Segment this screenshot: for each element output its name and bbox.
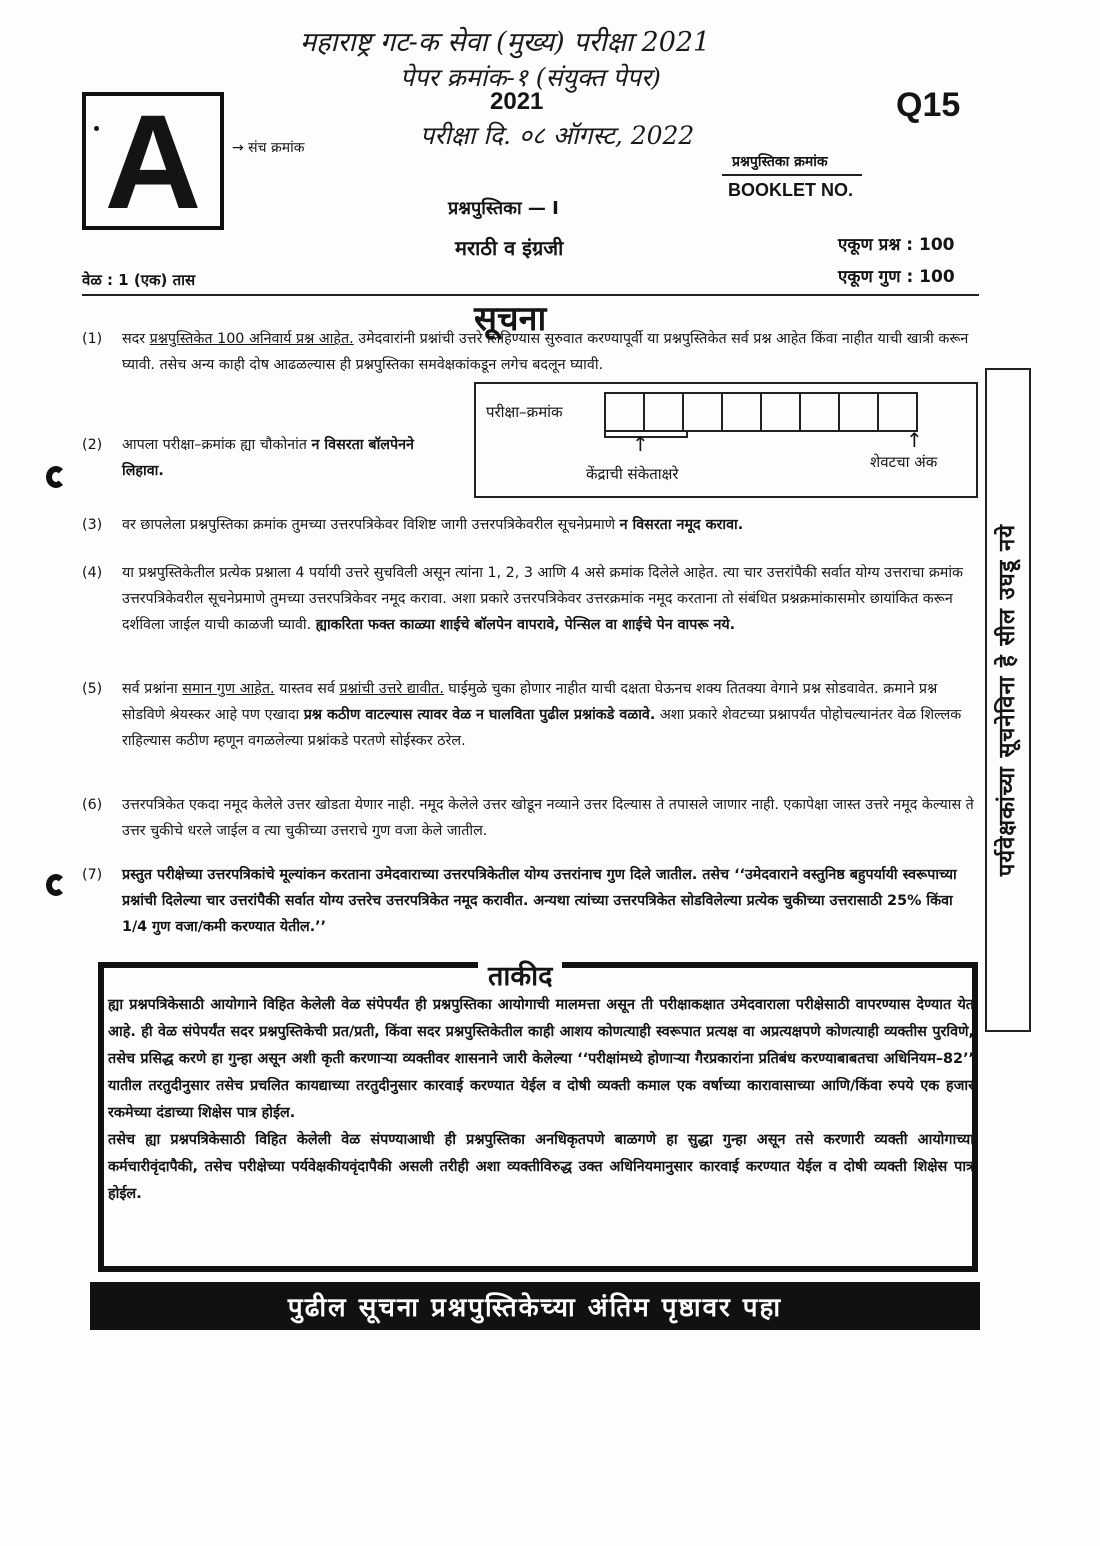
text-fragment: सदर <box>122 331 150 347</box>
booklet-number-label-marathi: प्रश्नपुस्तिका क्रमांक <box>732 154 828 170</box>
underlined-text: प्रश्नपुस्तिकेत 100 अनिवार्य प्रश्न आहेत. <box>149 331 354 347</box>
set-letter: A <box>104 88 202 237</box>
instruction-number: (4) <box>82 565 103 581</box>
roll-cell[interactable] <box>721 392 762 432</box>
roll-cell[interactable] <box>799 392 840 432</box>
punch-hole-icon <box>46 874 66 896</box>
set-number-label: → संच क्रमांक <box>232 140 305 156</box>
roll-number-cells <box>604 392 916 432</box>
instruction-text <box>122 512 982 538</box>
handwritten-paper-number: पेपर क्रमांक-१ (संयुक्त पेपर) <box>400 63 661 92</box>
exam-duration: वेळ : 1 (एक) तास <box>82 271 196 289</box>
instruction-number: (2) <box>82 437 103 453</box>
roll-number-label: परीक्षा–क्रमांक <box>486 403 563 421</box>
underlined-text: प्रश्नांची उत्तरे द्यावीत. <box>339 681 444 697</box>
exam-year: 2021 <box>490 88 544 115</box>
handwritten-exam-name: महाराष्ट्र गट-क सेवा (मुख्य) परीक्षा 2021 <box>300 27 711 58</box>
arrow-up-icon: ↑ <box>906 428 923 452</box>
last-digit-label: शेवटचा अंक <box>870 453 938 471</box>
warning-paragraph-1: ह्या प्रश्नपत्रिकेसाठी आयोगाने विहित केलेली वेळ संपेपर्यंत ही प्रश्नपुस्तिका आयोगाची मालमत्ता असून ती परीक्षाकक्षात उमेदवाराला परीक्षेसाठी वापरण्यास देण्यात येत आहे. ही वेळ संपेपर्यंत सदर प्रश्नपुस्तिकेची प्रत/प्रती, किंवा सदर प्रश्नपुस्तिकेतील काही आशय कोणत्याही स्वरूपात प्रत्यक्ष वा अप्रत्यक्षपणे कोणत्याही व्यक्तीस पुरविणे, तसेच प्रसिद्ध करणे हा गुन्हा असून अशी कृती करणाऱ्या व्यक्तीवर शासनाने जारी केलेल्या ‘‘परीक्षांमध्ये होणाऱ्या गैरप्रकारांना प्रतिबंध करण्याबाबतचा अधिनियम–82’’ यातील तरतुदीनुसार तसेच प्रचलित कायद्याच्या तरतुदीनुसार कारवाई करण्यात येईल व दोषी व्यक्ती कमाल एक वर्षाच्या कारावासाच्या आणि/किंवा रुपये एक हजार रकमेच्या दंडाच्या शिक्षेस पात्र होईल. <box>108 997 974 1121</box>
arrow-up-icon: ↑ <box>632 432 649 456</box>
total-marks: एकूण गुण : 100 <box>838 267 955 287</box>
roll-cell[interactable] <box>643 392 684 432</box>
booklet-number-label-english: BOOKLET NO. <box>728 180 853 200</box>
set-letter-box <box>82 88 224 237</box>
punch-hole-icon <box>46 466 66 488</box>
warning-title: ताकीद <box>478 956 562 993</box>
text-fragment: सर्व प्रश्नांना <box>122 681 183 697</box>
center-code-label: केंद्राची संकेताक्षरे <box>586 465 679 483</box>
instruction-text <box>122 560 982 638</box>
roll-cell[interactable] <box>877 392 918 432</box>
seal-warning-strip <box>985 368 1031 1032</box>
instruction-number: (7) <box>82 867 103 883</box>
instruction-text <box>122 326 982 378</box>
text-fragment: वर छापलेला प्रश्नपुस्तिका क्रमांक तुमच्या उत्तरपत्रिकेवर विशिष्ट जागी उत्तरपत्रिकेवरील सूचनेप्रमाणे <box>122 517 620 533</box>
instruction-text: उत्तरपत्रिकेत एकदा नमूद केलेले उत्तर खोडता येणार नाही. नमूद केलेले उत्तर खोडून नव्याने उत्तर दिल्यास ते तपासले जाणार नाही. एकापेक्षा जास्त उत्तरे नमूद केल्यास ते उत्तर चुकीचे धरले जाईल व त्या चुकीच्या उत्तराचे गुण वजा केले जातील. <box>122 797 974 839</box>
text-fragment: यास्तव सर्व <box>274 681 340 697</box>
text-fragment: उमेदवारांनी प्रश्नांची उत्तरे लिहिण्यास सुरुवात करण्यापूर्वी या प्रश्नपुस्तिकेत सर्व प्रश्न आहेत किंवा नाहीत याची खात्री करून घ्यावी. तसेच अन्य काही दोष आढळल्यास ही प्रश्नपुस्तिका समवेक्षकांकडून लगेच बदलून घ्यावी. <box>122 331 969 373</box>
question-code: Q15 <box>896 86 961 124</box>
seal-warning-text: पर्यवेक्षकांच्या सूचनेविना हे सील उघडू नये <box>995 523 1020 877</box>
instruction-text <box>122 432 422 484</box>
footer-banner: पुढील सूचना प्रश्नपुस्तिकेच्या अंतिम पृष्ठावर पहा <box>90 1282 980 1330</box>
instruction-text: प्रस्तुत परीक्षेच्या उत्तरपत्रिकांचे मूल्यांकन करताना उमेदवाराच्या उत्तरपत्रिकेतील योग्य उत्तरांनाच गुण दिले जातील. तसेच ‘‘उमेदवाराने वस्तुनिष्ठ बहुपर्यायी स्वरूपाच्या प्रश्नांची दिलेल्या चार उत्तरांपैकी सर्वात योग्य उत्तरेच उत्तरपत्रिकेत नमूद करावीत. अन्यथा त्यांच्या उत्तरपत्रिकेत सोडविलेल्या प्रत्येक चुकीच्या उत्तरासाठी 25% किंवा 1/4 गुण वजा/कमी करण्यात येतील.’’ <box>122 867 957 935</box>
warning-paragraph-2: तसेच ह्या प्रश्नपत्रिकेसाठी विहित केलेली वेळ संपण्याआधी ही प्रश्नपुस्तिका अनधिकृतपणे बाळगणे हा सुद्धा गुन्हा असून तसे करणारी व्यक्ती आयोगाच्या कर्मचारीवृंदापैकी, तसेच परीक्षेच्या पर्यवेक्षकीयवृंदापैकी असली तरीही अशा व्यक्तीविरुद्ध उक्त अधिनियमानुसार कारवाई करण्यात येईल व दोषी व्यक्ती शिक्षेस पात्र होईल. <box>108 1132 974 1202</box>
instruction-number: (5) <box>82 681 103 697</box>
bold-text: न विसरता बॉलपेनने लिहावा. <box>122 437 414 479</box>
roll-cell[interactable] <box>760 392 801 432</box>
roll-cell[interactable] <box>604 392 645 432</box>
notice-title: सूचना <box>474 299 547 339</box>
bold-text: ह्याकरिता फक्त काळ्या शाईचे बॉलपेन वापरावे, पेन्सिल वा शाईचे पेन वापरू नये. <box>315 617 736 633</box>
roll-number-box <box>474 382 978 498</box>
roll-cell[interactable] <box>682 392 723 432</box>
warning-box <box>98 962 978 1272</box>
instruction-number: (6) <box>82 797 103 813</box>
text-fragment: अशा प्रकारे शेवटच्या प्रश्नापर्यंत पोहोचल्यानंतर वेळ शिल्लक राहिल्यास कठीण म्हणून वगळलेल्या प्रश्नांकडे परतणे सोईस्कर ठरेल. <box>122 707 962 749</box>
roll-cell[interactable] <box>838 392 879 432</box>
subject-title: मराठी व इंग्रजी <box>455 236 564 260</box>
dot-mark <box>94 126 99 131</box>
booklet-label-underline <box>722 174 862 176</box>
text-fragment: या प्रश्नपुस्तिकेतील प्रत्येक प्रश्नाला 4 पर्यायी उत्तरे सुचविली असून त्यांना 1, 2, 3 आणि 4 असे क्रमांक दिलेले आहेत. त्या चार उत्तरांपैकी सर्वात योग्य उत्तराचा क्रमांक उत्तरपत्रिकेवरील सूचनेप्रमाणे तुमच्या उत्तरपत्रिकेवर नमूद करावा. अशा प्रकारे उत्तरपत्रिकेवर उत्तरक्रमांक नमूद करताना तो संबंधित प्रश्नक्रमांकासमोर छायांकित करून दर्शविला जाईल याची काळजी घ्यावी. <box>122 565 964 633</box>
bold-text: न विसरता नमूद करावा. <box>619 517 744 533</box>
handwritten-exam-date: परीक्षा दि. ०८ ऑगस्ट, 2022 <box>420 121 695 150</box>
instruction-number: (1) <box>82 331 103 347</box>
text-fragment: आपला परीक्षा–क्रमांक ह्या चौकोनांत <box>122 437 312 453</box>
text-fragment: घाईमुळे चुका होणार नाहीत याची दक्षता घेऊनच शक्य तितक्या वेगाने प्रश्न सोडवावेत. क्रमाने प्रश्न सोडविणे श्रेयस्कर आहे पण एखादा <box>122 681 938 723</box>
instruction-text <box>122 676 982 754</box>
bold-text: प्रश्न कठीण वाटल्यास त्यावर वेळ न घालविता पुढील प्रश्नांकडे वळावे. <box>303 707 656 723</box>
warning-body <box>108 992 974 1208</box>
booklet-title: प्रश्नपुस्तिका — I <box>448 198 559 219</box>
instruction-number: (3) <box>82 517 103 533</box>
underlined-text: समान गुण आहेत. <box>182 681 275 697</box>
total-questions: एकूण प्रश्न : 100 <box>838 235 955 255</box>
